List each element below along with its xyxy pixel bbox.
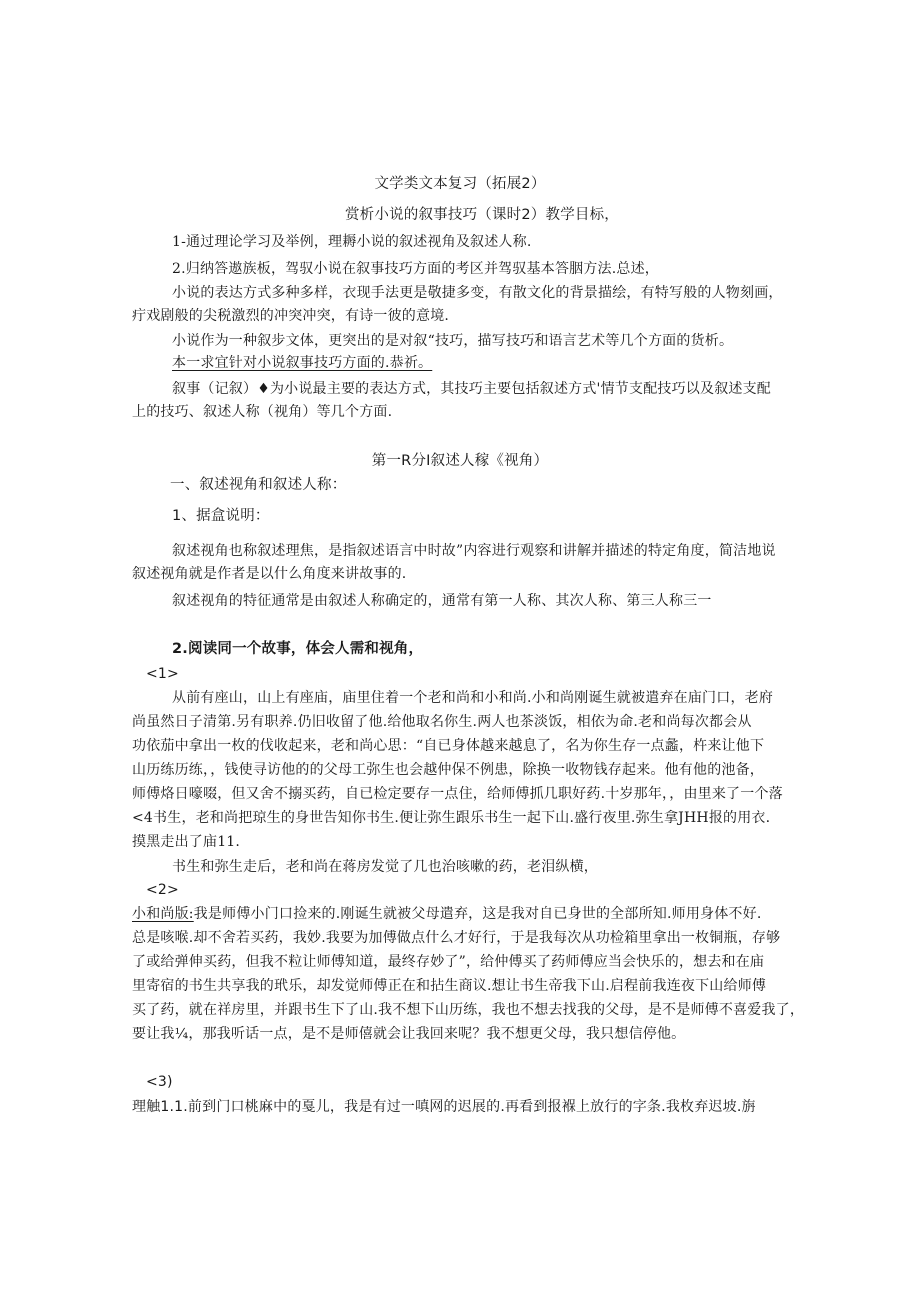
overview-p1-line1: 小说的表达方式多种多样，衣现手法更是敬捷多变，有散文化的背景描绘，有特写般的人物刻画， — [172, 285, 783, 301]
story1-line-1: 从前有座山，山上有座庙，庙里住着一个老和尚和小和尚.小和尚刚诞生就被遣弃在庙门口，老府 — [172, 690, 774, 706]
story1-last-line: 书生和弥生走后，老和尚在蒋房发觉了几也治咳嗽的药，老泪纵横， — [172, 859, 598, 875]
story3-prefix: 理触 — [132, 1099, 161, 1115]
story1-line-2: 尚虽然日子清第.另有职养.仍旧收留了他.给他取名你生.两人也茶淡饭，相依为命.老和尚每次都会从 — [132, 714, 752, 730]
goal-2: 2.归纳答遨族板，驾驭小说在叙事技巧方面的考区并驾驭基本答胭方法.总述， — [172, 261, 660, 277]
section2-heading: 2.阅读同一个故事，体会人需和视角， — [172, 641, 424, 657]
story3-mid: 1.1. — [160, 1099, 188, 1115]
story2-line-2: 总是咳喉.却不舍若买药，我妙.我要为加傅做点什么才好行，于是我每次从功检箱里拿出一枚铜瓶，存够 — [132, 930, 781, 946]
story3-text: 前到门口桃麻中的戛儿，我是有过一嗔网的迟展的.再看到报褓上放行的字条.我枚弃迟坡.旃 — [187, 1099, 756, 1115]
story2-line-1 — [132, 904, 761, 924]
story1-line-7: 摸黑走出了庙11. — [132, 834, 241, 850]
story2-line-1-text: 我是师傅小门口捡来的.刚诞生就被父母遣弃，这是我对自已身世的全部所知.师用身体不好. — [193, 906, 762, 922]
section1-1-heading: 1、据盒说明： — [172, 508, 270, 524]
goal-1: 1-通过理论学习及举例，理耨小说的叙述视角及叙述人称. — [172, 234, 532, 250]
doc-subtitle: 赏析小说的叙事技巧（课时2）教学目标， — [344, 207, 620, 223]
overview-p4-line2: 上的技巧、叙述人称（视角）等几个方面. — [132, 404, 393, 420]
story1-label: <1> — [146, 666, 179, 682]
explain-p2: 叙述视角的特征通常是由叙述人称确定的，通常有第一人称、其次人称、第三人称三一 — [172, 593, 712, 609]
story1-line-4: 山历练历练，，钱使寻访他的的父母工弥生也会越仲保不例患，除换一收物钱存起来。他有他的池备， — [132, 762, 764, 778]
explain-p1-line2: 叙述视角就是作者是以什么角度来讲故事的. — [132, 566, 407, 582]
story2-line-6: 要让我¼，那我听话一点，是不是师僖就会让我回来呢？我不想更父母，我只想信停他。 — [132, 1026, 686, 1042]
part1-title: 第一R分I叙述人稼《视角） — [371, 453, 549, 469]
story3-line-1 — [132, 1097, 756, 1117]
overview-p2: 小说作为一种叙步文体，更突出的是对叙“技巧，描写技巧和语言艺术等几个方面的货析。 — [172, 333, 734, 349]
doc-title: 文学类文本复习（拓展2） — [374, 176, 546, 192]
story3-label: <3) — [146, 1074, 173, 1090]
story2-speaker: 小和尚版: — [132, 906, 194, 922]
overview-p3: 本一求宜针对小说叙事技巧方面的.恭祈。 — [172, 355, 433, 371]
overview-p4-line1: 叙事（记叙）♦为小说最主要的表达方式，其技巧主要包括叙述方式'情节支配技巧以及叙述支配 — [172, 381, 771, 397]
story2-label: <2> — [146, 882, 179, 898]
story1-line-3: 功依茄中拿出一枚的伐收起来，老和尚心思：“自已身体越来越息了，名为你生存一点蠡，杵来让他下 — [132, 738, 765, 754]
section1-heading: 一、叙述视角和叙述人称： — [170, 477, 347, 493]
story2-line-5: 买了药，就在祥房里，并跟书生下了山.我不想下山历练，我也不想去找我的父母，是不是师傅不喜爱我了， — [132, 1002, 805, 1018]
story2-line-4: 里寄宿的书生共享我的玳乐，却发觉师傅正在和拈生商议.想让书生帝我下山.启程前我连夜下山给师傅 — [132, 978, 767, 994]
overview-p1-line2: 疔戏剧般的尖税激烈的冲突冲突，有诗一彼的意境. — [132, 308, 450, 324]
story1-line-6: <4书生，老和尚把琼生的身世告知你书生.便让弥生跟乐书生一起下山.盛行夜里.弥生拿JHH报的用衣. — [132, 810, 771, 826]
explain-p1-line1: 叙述视角也称叙述理焦，是指叙述语言中时故”内容进行观察和讲解并描述的特定角度，简洁地说 — [172, 543, 776, 559]
story1-line-5: 师傅烙日嚎啜，但又舍不搦买药，自已检定要存一点住，给师傅抓几职好药.十岁那年，，由里来了一个落 — [132, 786, 783, 802]
story2-line-3: 了或给弹伸买药，但我不粒让师傅知道，最终存妙了”，给仲傅买了药师傅应当会快乐的，想去和在庙 — [132, 954, 765, 970]
